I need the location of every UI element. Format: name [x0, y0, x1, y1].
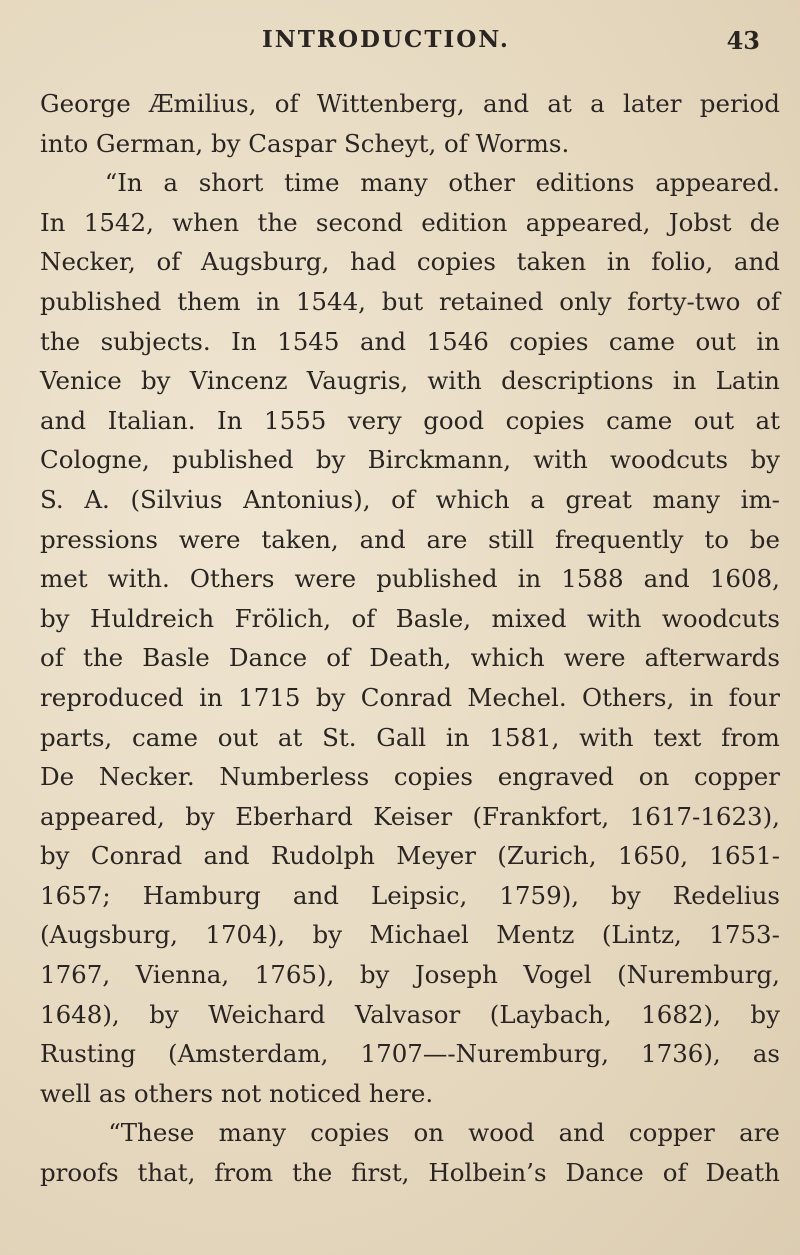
word: at	[277, 722, 303, 752]
word: St.	[322, 722, 357, 752]
page-body	[40, 84, 780, 1193]
indent-space	[40, 1113, 84, 1153]
word: woodcuts	[610, 445, 729, 475]
word: out	[217, 722, 259, 752]
word: Keiser	[373, 801, 453, 831]
word: S.	[40, 484, 64, 514]
word: published	[376, 564, 498, 594]
text-line	[40, 401, 780, 441]
word: engraved	[497, 762, 614, 792]
word: 1715	[238, 682, 301, 712]
word: 1736),	[641, 1039, 721, 1069]
word: 1765),	[254, 960, 335, 990]
word: with	[579, 722, 634, 752]
text-line	[40, 678, 780, 718]
word: by	[40, 603, 70, 633]
word: are	[426, 524, 468, 554]
text-line	[40, 757, 780, 797]
word: 1581,	[489, 722, 560, 752]
word: with	[533, 445, 588, 475]
text-line	[40, 361, 780, 401]
word: Augsburg,	[201, 247, 330, 277]
word: In	[217, 405, 243, 435]
word: wood	[468, 1118, 535, 1148]
text-line	[40, 1034, 780, 1074]
word: Latin	[715, 366, 780, 396]
word: and	[203, 841, 250, 871]
word: Dance	[228, 643, 308, 673]
word: Conrad	[360, 682, 453, 712]
word: Cologne,	[40, 445, 150, 475]
word: in	[606, 247, 631, 277]
word: had	[350, 247, 397, 277]
word: came	[131, 722, 199, 752]
word: Basle	[142, 643, 210, 673]
word: 1648),	[40, 999, 120, 1029]
word: proofs	[40, 1158, 119, 1188]
word: which	[435, 484, 510, 514]
text-line	[40, 242, 780, 282]
word: and	[292, 880, 339, 910]
word: Meyer	[396, 841, 476, 871]
word: in	[672, 366, 697, 396]
word: copies	[393, 762, 473, 792]
text-line	[40, 322, 780, 362]
word: and	[359, 326, 407, 356]
word: Gall	[376, 722, 427, 752]
word: with.	[107, 564, 170, 594]
word: mixed	[491, 603, 567, 633]
word: and	[359, 524, 406, 554]
word: in	[256, 286, 280, 316]
word: very	[347, 405, 402, 435]
word: Mechel.	[467, 682, 567, 712]
page-number: 43	[726, 26, 760, 55]
word: in	[517, 564, 542, 594]
word: text	[653, 722, 702, 752]
paragraph	[40, 1113, 780, 1192]
word: afterwards	[644, 643, 780, 673]
word: Basle,	[395, 603, 472, 633]
word: 1588	[561, 564, 624, 594]
word: and	[40, 405, 87, 435]
word: by	[312, 920, 343, 950]
word: Rusting	[40, 1039, 136, 1069]
word: Huldreich	[89, 603, 215, 633]
word: and	[558, 1118, 605, 1148]
word: 1542,	[83, 207, 154, 237]
word: as	[752, 1039, 780, 1069]
word: the	[292, 1158, 333, 1188]
word: out	[693, 405, 735, 435]
word: Weichard	[208, 999, 326, 1029]
word: to	[704, 524, 729, 554]
word: taken,	[261, 524, 339, 554]
word: at	[547, 89, 572, 118]
word: Vaugris,	[306, 366, 409, 396]
word: editions	[535, 168, 635, 198]
text-line	[40, 559, 780, 599]
word: (Frankfort,	[472, 801, 610, 831]
word: other	[448, 168, 515, 198]
word: second	[315, 207, 403, 237]
word: Frölich,	[234, 603, 332, 633]
word: by	[149, 999, 179, 1029]
word: 1608,	[709, 564, 780, 594]
text-line	[40, 797, 780, 837]
word: (Nuremburg,	[617, 960, 780, 990]
word: Others,	[582, 682, 675, 712]
word: (Lintz,	[601, 920, 682, 950]
word: on	[638, 762, 670, 792]
word: by	[141, 366, 171, 396]
word: copies	[509, 326, 589, 356]
word: still	[488, 524, 535, 554]
word: in	[445, 722, 470, 752]
text-line	[40, 955, 780, 995]
word: copies	[505, 405, 585, 435]
word: 1753-	[709, 920, 780, 950]
word: 1767,	[40, 960, 111, 990]
word: reproduced	[40, 682, 184, 712]
text-line	[40, 599, 780, 639]
word: Valvasor	[354, 999, 461, 1029]
word: Vogel	[523, 960, 592, 990]
word: published	[40, 286, 162, 316]
text-line	[40, 638, 780, 678]
word: and	[733, 247, 780, 277]
word: 1546	[426, 326, 489, 356]
word: only	[559, 286, 612, 316]
word: woodcuts	[661, 603, 780, 633]
word: copies	[310, 1118, 390, 1148]
book-page	[40, 22, 780, 1193]
word: which	[470, 643, 545, 673]
word: a	[530, 484, 545, 514]
word: Death,	[369, 643, 452, 673]
word: from	[214, 1158, 274, 1188]
word: forty-two	[627, 286, 741, 316]
word: period	[699, 89, 780, 118]
word: the	[40, 326, 81, 356]
word: (Silvius	[130, 484, 223, 514]
word: de	[749, 207, 780, 237]
page-header	[40, 22, 780, 64]
word: 1657;	[40, 880, 111, 910]
running-head: INTRODUCTION.	[262, 26, 510, 53]
word: Numberless	[219, 762, 370, 792]
word: Æmilius,	[149, 89, 257, 118]
word: Antonius),	[243, 484, 371, 514]
word: are	[739, 1118, 780, 1148]
word: of	[756, 286, 780, 316]
word: by	[185, 801, 215, 831]
text-line	[40, 440, 780, 480]
word: Leipsic,	[371, 880, 468, 910]
word: 1651-	[709, 841, 780, 871]
word: folio,	[651, 247, 714, 277]
word: in	[199, 682, 223, 712]
word: Conrad	[90, 841, 183, 871]
word: A.	[84, 484, 110, 514]
word: of	[156, 247, 181, 277]
text-line	[40, 836, 780, 876]
word: on	[413, 1118, 445, 1148]
word: Rudolph	[270, 841, 375, 871]
word: first,	[351, 1158, 410, 1188]
word: (Laybach,	[489, 999, 612, 1029]
word: many	[218, 1118, 287, 1148]
word: the	[257, 207, 298, 237]
text-line	[40, 1153, 780, 1193]
word: (Zurich,	[497, 841, 597, 871]
word: edition	[421, 207, 508, 237]
paragraph	[40, 163, 780, 1113]
word: “These	[108, 1118, 195, 1148]
word: came	[608, 326, 675, 356]
text-line: well as others not noticed here.	[40, 1078, 434, 1108]
word: 1544,	[295, 286, 366, 316]
word: of	[391, 484, 415, 514]
word: Necker,	[40, 247, 136, 277]
word: four	[728, 682, 780, 712]
text-line	[40, 915, 780, 955]
word: Jobst	[668, 207, 732, 237]
word: by	[750, 445, 780, 475]
word: that,	[137, 1158, 196, 1188]
word: appeared.	[655, 168, 780, 198]
word: a	[590, 89, 605, 118]
word: Venice	[40, 366, 122, 396]
word: and	[483, 89, 530, 118]
word: copies	[416, 247, 496, 277]
word: descriptions	[501, 366, 654, 396]
text-line	[40, 480, 780, 520]
word: by	[750, 999, 780, 1029]
word: the	[82, 643, 124, 673]
word: Vienna,	[135, 960, 230, 990]
word: were	[178, 524, 241, 554]
text-line: into German, by Caspar Scheyt, of Worms.	[40, 128, 570, 158]
word: a	[163, 168, 178, 198]
word: short	[198, 168, 264, 198]
word: 1704),	[205, 920, 286, 950]
word: Birckmann,	[367, 445, 511, 475]
word: In	[231, 326, 257, 356]
word: Hamburg	[142, 880, 261, 910]
word: taken	[516, 247, 587, 277]
word: but	[381, 286, 424, 316]
indent-space	[40, 163, 84, 203]
word: Eberhard	[235, 801, 353, 831]
text-line	[40, 1113, 780, 1153]
word: 1650,	[617, 841, 688, 871]
word: In	[40, 207, 66, 237]
word: appeared,	[525, 207, 651, 237]
word: frequently	[554, 524, 684, 554]
word: them	[177, 286, 241, 316]
word: Michael	[369, 920, 469, 950]
word: Necker.	[98, 762, 195, 792]
word: in	[756, 326, 780, 356]
word: with	[427, 366, 482, 396]
word: of	[662, 1158, 687, 1188]
word: 1545	[277, 326, 340, 356]
word: Wittenberg,	[316, 89, 465, 118]
word: (Augsburg,	[40, 920, 178, 950]
word: im-	[740, 484, 780, 514]
word: Holbein’s	[428, 1158, 547, 1188]
word: many	[652, 484, 720, 514]
word: time	[284, 168, 340, 198]
word: at	[755, 405, 780, 435]
word: good	[423, 405, 485, 435]
word: by	[315, 682, 346, 712]
word: in	[689, 682, 714, 712]
text-line	[40, 876, 780, 916]
text-line	[40, 718, 780, 758]
word: “In	[104, 168, 143, 198]
text-line	[40, 995, 780, 1035]
word: were	[294, 564, 357, 594]
word: Italian.	[107, 405, 196, 435]
word: copper	[693, 762, 780, 792]
word: 1617-1623),	[629, 801, 780, 831]
word: appeared,	[40, 801, 165, 831]
word: Mentz	[496, 920, 575, 950]
word: 1555	[263, 405, 327, 435]
word: published	[172, 445, 294, 475]
text-line	[40, 282, 780, 322]
text-line	[40, 163, 780, 203]
word: great	[565, 484, 632, 514]
word: 1682),	[641, 999, 721, 1029]
word: Joseph	[414, 960, 498, 990]
word: came	[606, 405, 673, 435]
word: pressions	[40, 524, 158, 554]
word: of	[326, 643, 351, 673]
word: many	[360, 168, 428, 198]
word: by	[40, 841, 70, 871]
word: Vincenz	[189, 366, 288, 396]
word: 1759),	[499, 880, 580, 910]
word: met	[40, 564, 88, 594]
word: George	[40, 89, 131, 118]
word: and	[643, 564, 690, 594]
word: later	[622, 89, 682, 118]
word: from	[721, 722, 780, 752]
text-line	[40, 203, 780, 243]
word: subjects.	[100, 326, 211, 356]
word: of	[351, 603, 376, 633]
word: by	[359, 960, 390, 990]
word: were	[563, 643, 626, 673]
word: Others	[189, 564, 275, 594]
word: (Amsterdam,	[168, 1039, 329, 1069]
word: 1707—-Nuremburg,	[360, 1039, 609, 1069]
word: Death	[705, 1158, 780, 1188]
text-line	[40, 520, 780, 560]
word: Dance	[565, 1158, 644, 1188]
word: with	[587, 603, 642, 633]
paragraph	[40, 84, 780, 163]
text-line	[40, 84, 780, 124]
word: out	[695, 326, 736, 356]
word: copper	[628, 1118, 715, 1148]
word: when	[172, 207, 240, 237]
word: retained	[438, 286, 544, 316]
word: by	[315, 445, 346, 475]
word: by	[611, 880, 641, 910]
word: Redelius	[672, 880, 780, 910]
word: De	[40, 762, 75, 792]
word: be	[749, 524, 780, 554]
word: of	[274, 89, 299, 118]
word: parts,	[40, 722, 113, 752]
word: of	[40, 643, 64, 673]
